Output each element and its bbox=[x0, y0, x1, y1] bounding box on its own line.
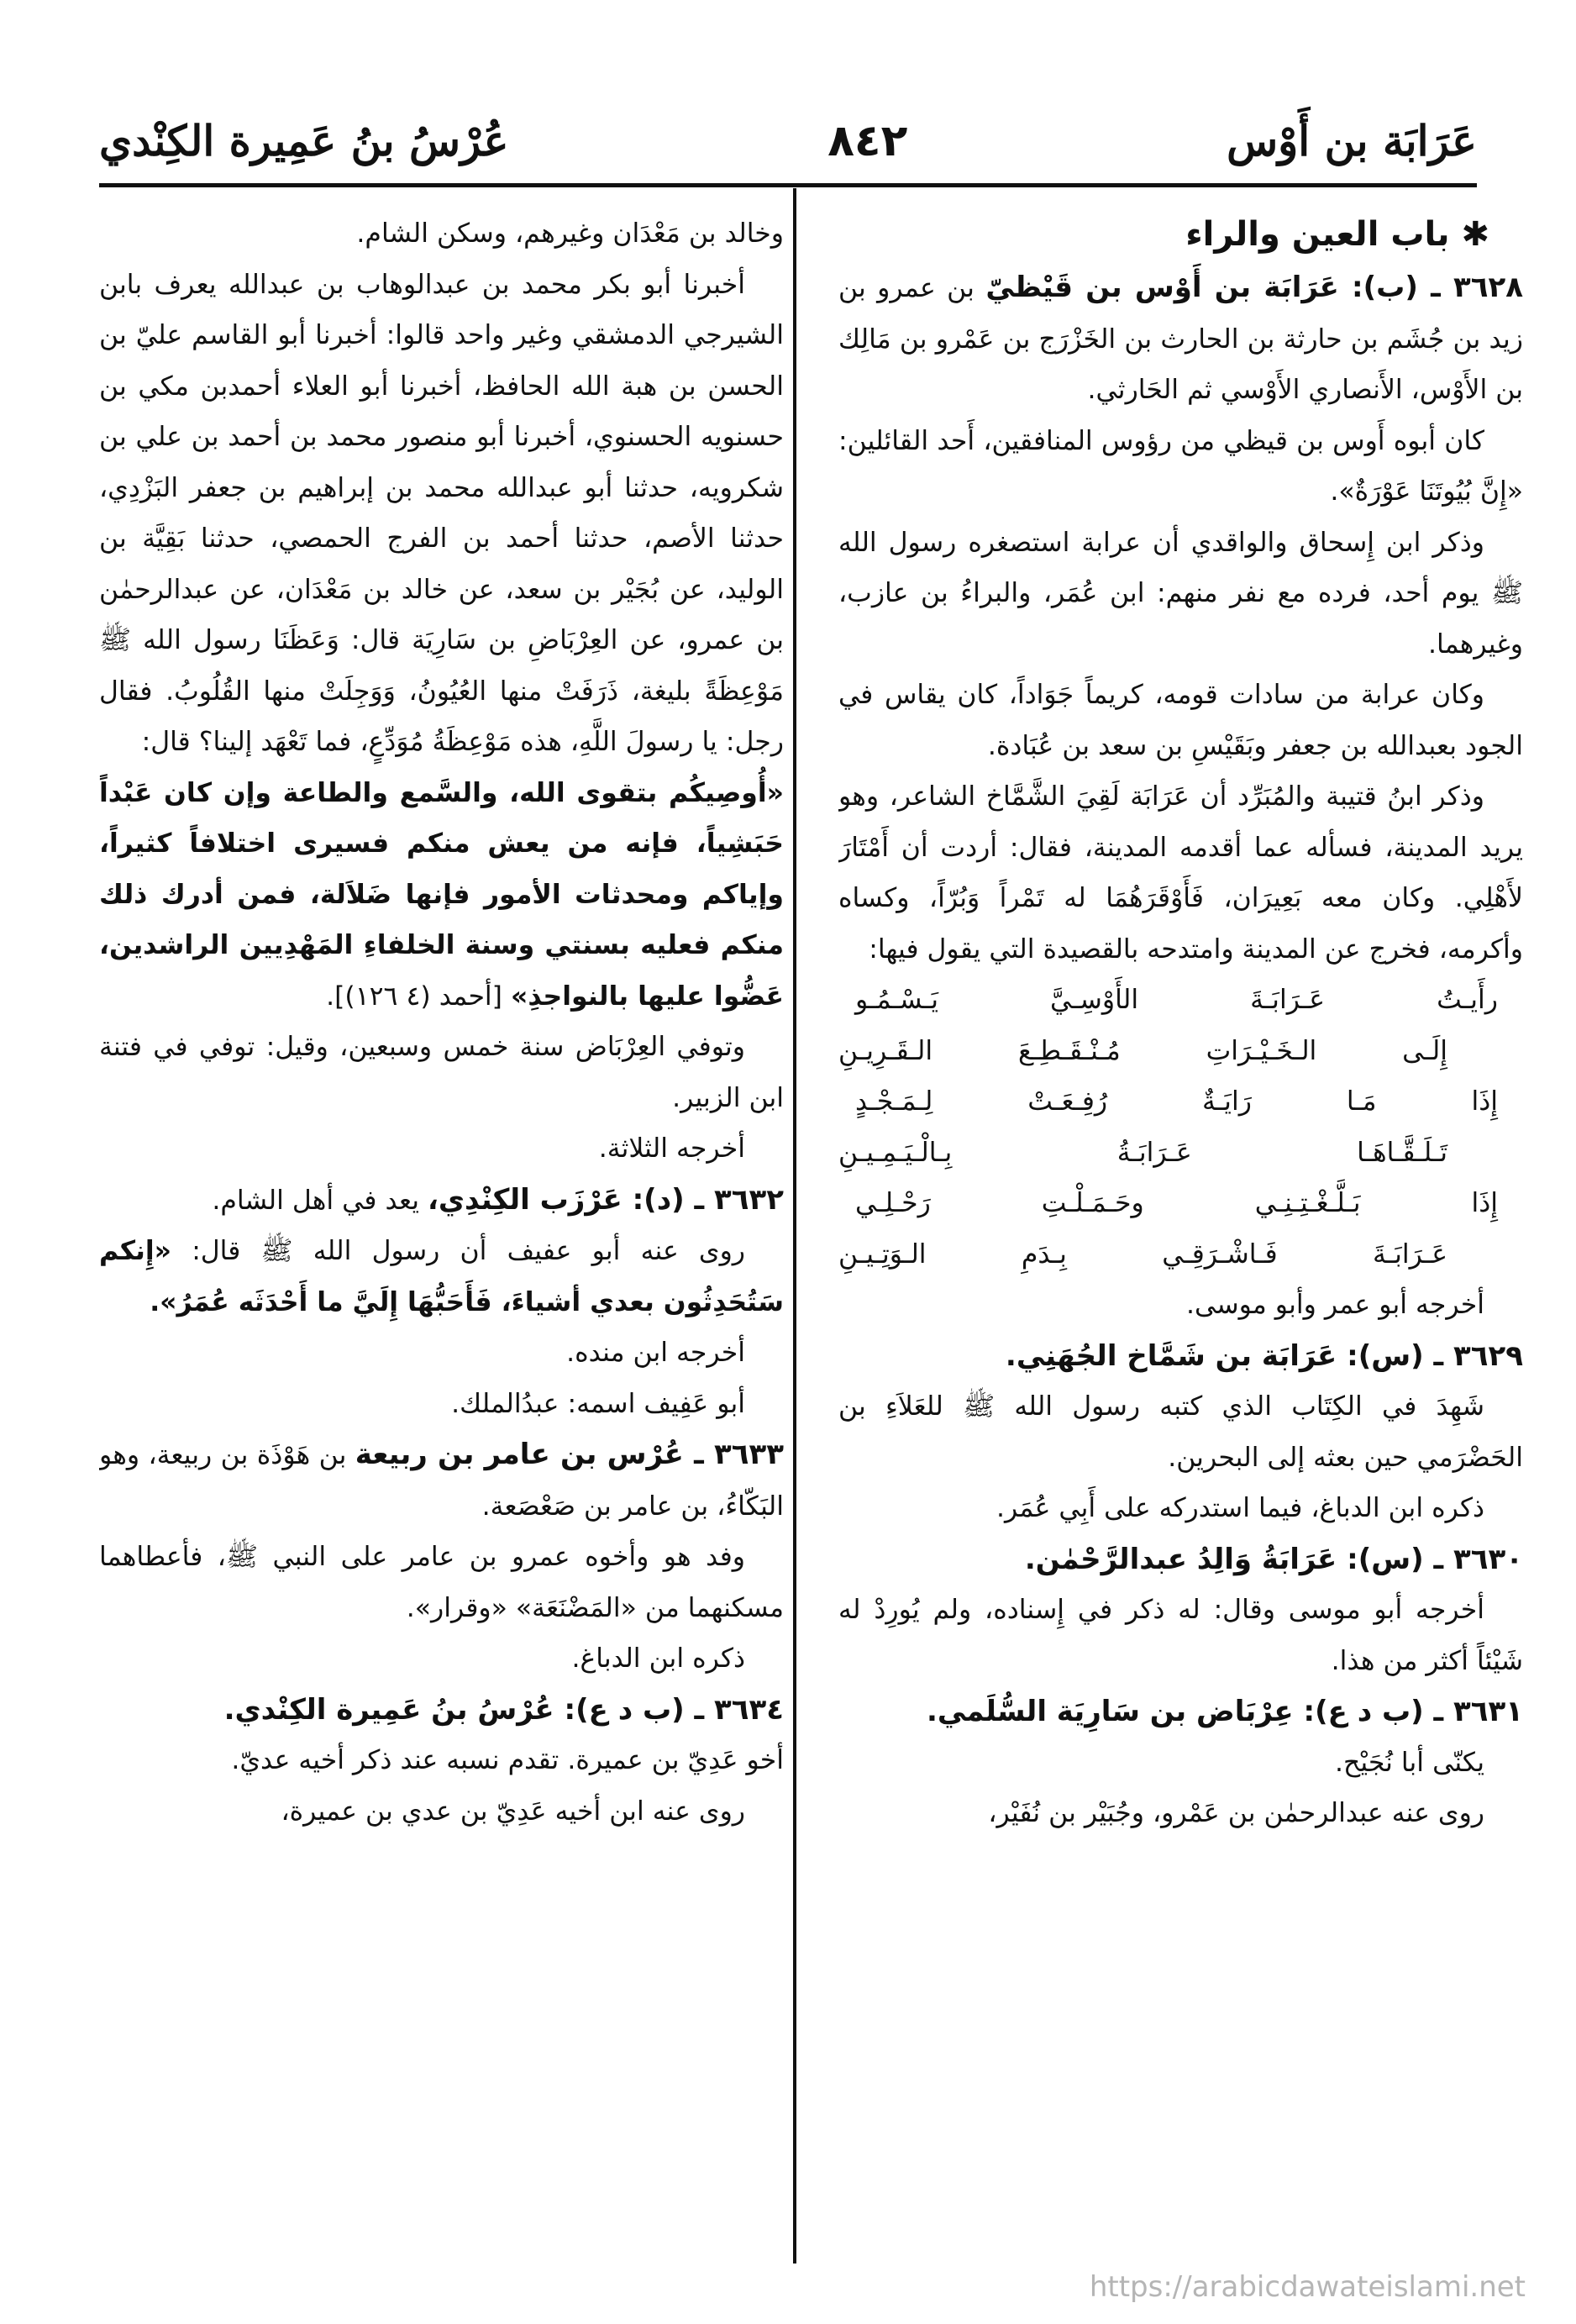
paragraph: أبو عَفِيف اسمه: عبدُالملك. bbox=[451, 1388, 745, 1419]
paragraph: وكان عرابة من سادات قومه، كريماً جَوَاداً، كان يقاس في الجود بعبدالله بن جعفر وبَقَيْسِ بن سعد بن عُبَادة. bbox=[838, 680, 1523, 761]
header-rule bbox=[99, 183, 1477, 187]
entry-3630-heading: ٣٦٣٠ ـ (س): عَرَابَةُ وَالِدُ عبدالرَّحْمٰن. bbox=[1024, 1542, 1523, 1576]
entry-3632-text: يعد في أهل الشام. bbox=[212, 1185, 419, 1216]
paragraph: وفد هو وأخوه عمرو بن عامر على النبي ﷺ، فأعطاهما مسكنهما من «المَضْنَعَة» «وقرار». bbox=[99, 1542, 784, 1623]
poem-verse: تَـلَـقَّـاهَـا عَـرَابَـةُ بِـالْـيَـمِـيـنِ bbox=[838, 1137, 1447, 1168]
paragraph bbox=[99, 1226, 784, 1328]
paragraph: روى عنه ابن أخيه عَدِيّ بن عدي بن عميرة، bbox=[281, 1796, 745, 1827]
hadith-reference: [أحمد (٤ ١٢٦)]. bbox=[326, 981, 502, 1012]
entry-3631-heading: ٣٦٣١ ـ (ب د ع): عِرْبَاض بن سَارِيَة السُّلَمي. bbox=[926, 1695, 1523, 1728]
page-number: ٨٤٢ bbox=[827, 115, 908, 166]
entry-3633 bbox=[99, 1429, 784, 1532]
paragraph: روى عنه عبدالرحمٰن بن عَمْرو، وجُبَيْر بن نُفَيْر، bbox=[988, 1798, 1484, 1828]
paragraph: أخرجه أبو موسى وقال: له ذكر في إِسناده، ولم يُورِدْ له شَيْئاً أكثر من هذا. bbox=[838, 1595, 1523, 1676]
poem-verse: إِذَا مَـا رَايَـةٌ رُفِـعَـتْ لِـمَـجْـدٍ bbox=[855, 1086, 1498, 1117]
header-right-title: عَرَابَة بن أَوْس bbox=[1227, 116, 1477, 166]
paragraph: أخرجه الثلاثة. bbox=[598, 1133, 745, 1164]
poem-verse: عَـرَابَـةَ فَـاشْـرَقِـي بِـدَمِ الـوَتِـيـنِ bbox=[838, 1238, 1447, 1270]
entry-3628-lineage: بن عمرو بن زيد بن جُشَم بن حارثة بن الحارث بن الخَزْرَج بن عَمْرو بن مَالِك بن الأَوْس، الأَنصاري الأَوْسي ثم الحَارثي. bbox=[838, 273, 1523, 405]
paragraph: وخالد بن مَعْدَان وغيرهم، وسكن الشام. bbox=[356, 218, 784, 249]
paragraph: وتوفي العِرْبَاض سنة خمس وسبعين، وقيل: توفي في فتنة ابن الزبير. bbox=[99, 1032, 784, 1113]
chapter-heading: ✱ باب العين والراء bbox=[1185, 215, 1489, 254]
poem-verse: إِلَـى الـخَـيْـرَاتِ مُـنْـقَـطِـعَ الـقَـرِيـنِ bbox=[838, 1035, 1447, 1066]
paragraph: وذكر ابنُ قتيبة والمُبَرِّد أن عَرَابَة لَقِيَ الشَّمَّاخ الشاعر، وهو يريد المدينة، فسأله عما أقدمه المدينة، فقال: أردت أن أَمْتَارَ لأَهْلِي. وكان معه بَعِيرَان، فَأَوْقَرَهُمَا له تَمْراً وَبُرّاً، وكساه وأكرمه، فخرج عن المدينة وامتدحه بالقصيدة التي يقول فيها: bbox=[838, 781, 1523, 965]
narration-intro: روى عنه أبو عفيف أن رسول الله ﷺ قال: bbox=[192, 1236, 746, 1266]
entry-3628-heading: ٣٦٢٨ ـ (ب): عَرَابَة بن أَوْس بن قَيْظيّ bbox=[985, 271, 1523, 304]
entry-3632 bbox=[99, 1175, 784, 1227]
entry-3629-heading: ٣٦٢٩ ـ (س): عَرَابَة بن شَمَّاخ الجُهَنِي. bbox=[1005, 1338, 1523, 1373]
column-divider bbox=[793, 188, 796, 2264]
paragraph: شَهِدَ في الكِتَاب الذي كتبه رسول الله ﷺ للعَلاَءِ بن الحَضْرَمي حين بعثه إلى البحرين. bbox=[838, 1391, 1523, 1473]
entry-3633-text: بن هَوْذَة بن ربيعة، وهو البَكّاءُ، بن عامر بن صَعْصَعة. bbox=[99, 1440, 784, 1522]
isnad-paragraph: أخبرنا أبو بكر محمد بن عبدالوهاب بن عبدالله يعرف بابن الشيرجي الدمشقي وغير واحد قالوا: أخبرنا أبو القاسم عليّ بن الحسن بن هبة الله الحافظ، أخبرنا أبو العلاء أحمدبن مكي بن حسنويه الحسنوي، أخبرنا أبو منصور محمد بن أحمد بن علي بن شكرويه، حدثنا أبو عبدالله محمد بن إبراهيم بن جعفر البَزْدِي، حدثنا الأصم، حدثنا أحمد بن الفرج الحمصي، حدثنا بَقِيَّة بن الوليد، عن بُجَيْر بن سعد، عن خالد بن مَعْدَان، عن عبدالرحمٰن بن عمرو، عن العِرْبَاضِ بن سَارِيَة قال: وَعَظَنَا رسول الله ﷺ مَوْعِظَةً بليغة، ذَرَفَتْ منها العُيُونُ، وَوَجِلَتْ منها القُلُوبُ. فقال رجل: يا رسولَ اللَّهِ، هذه مَوْعِظَةُ مُوَدِّعٍ، فما تَعْهَد إلينا؟ قال: bbox=[99, 269, 784, 757]
poem-verse: إِذَا بَـلَّـغْـتِـنِـي وحَـمَـلْـتِ رَحْـلِـي bbox=[855, 1188, 1498, 1218]
paragraph: أخو عَدِيّ بن عميرة. تقدم نسبه عند ذكر أخيه عديّ. bbox=[231, 1745, 784, 1775]
header-left-title: عُرْسُ بنُ عَمِيرة الكِنْدي bbox=[99, 116, 509, 166]
paragraph: أخرجه أبو عمر وأبو موسى. bbox=[1185, 1290, 1484, 1320]
paragraph: ذكره ابن الدباغ، فيما استدركه على أَبِي عُمَر. bbox=[996, 1493, 1484, 1523]
entry-3632-heading: ٣٦٣٢ ـ (د): عَرْزَب الكِنْدِي، bbox=[427, 1182, 784, 1217]
paragraph: أخرجه ابن منده. bbox=[566, 1338, 745, 1368]
left-column bbox=[99, 208, 784, 2258]
hadith-text bbox=[99, 768, 784, 1023]
watermark-url: https://arabicdawateislami.net bbox=[1089, 2270, 1526, 2304]
hadith-quote: «أُوصِيكُم بتقوى الله، والسَّمع والطاعة وإن كان عَبْداً حَبَشِياً، فإنه من يعش منكم فسيرى اختلافاً كثيراً، وإياكم ومحدثات الأمور فإنها ضَلاَلة، فمن أدرك ذلك منكم فعليه بسنتي وسنة الخلفاءِ المَهْدِيين الراشدين، عَضُّوا عليها بالنواجذِ» bbox=[99, 777, 784, 1012]
running-header bbox=[99, 101, 1477, 181]
entry-3634-heading: ٣٦٣٤ ـ (ب د ع): عُرْسُ بنُ عَمِيرة الكِنْدي. bbox=[223, 1692, 784, 1727]
hadith-quote: «إِنكم سَتُحَدِثُون بعدي أشياءَ، فَأَحَبُّهَا إِلَيَّ ما أَحْدَثَه عُمَرُ». bbox=[99, 1236, 784, 1317]
poem-verse: رأَيـتُ عَـرَابَـةَ الأَوْسِـيَّ يَـسْـمُـو bbox=[855, 985, 1498, 1015]
entry-3633-heading: ٣٦٣٣ ـ عُرْس بن عامر بن ربيعة bbox=[355, 1438, 784, 1471]
entry-3628 bbox=[838, 262, 1523, 416]
paragraph: ذكره ابن الدباغ. bbox=[571, 1643, 745, 1674]
paragraph: يكنّى أبا نُجَيْح. bbox=[1334, 1747, 1484, 1778]
right-column bbox=[838, 208, 1523, 2258]
paragraph: كان أبوه أَوس بن قيظي من رؤوس المنافقين، أَحد القائلين: «إِنَّ بُيُوتَنَا عَوْرَةٌ». bbox=[838, 425, 1523, 507]
paragraph: وذكر ابن إِسحاق والواقدي أن عرابة استصغره رسول الله ﷺ يوم أحد، فرده مع نفر منهم: ابن عُمَر، والبراءُ بن عازب، وغيرهما. bbox=[838, 527, 1523, 660]
